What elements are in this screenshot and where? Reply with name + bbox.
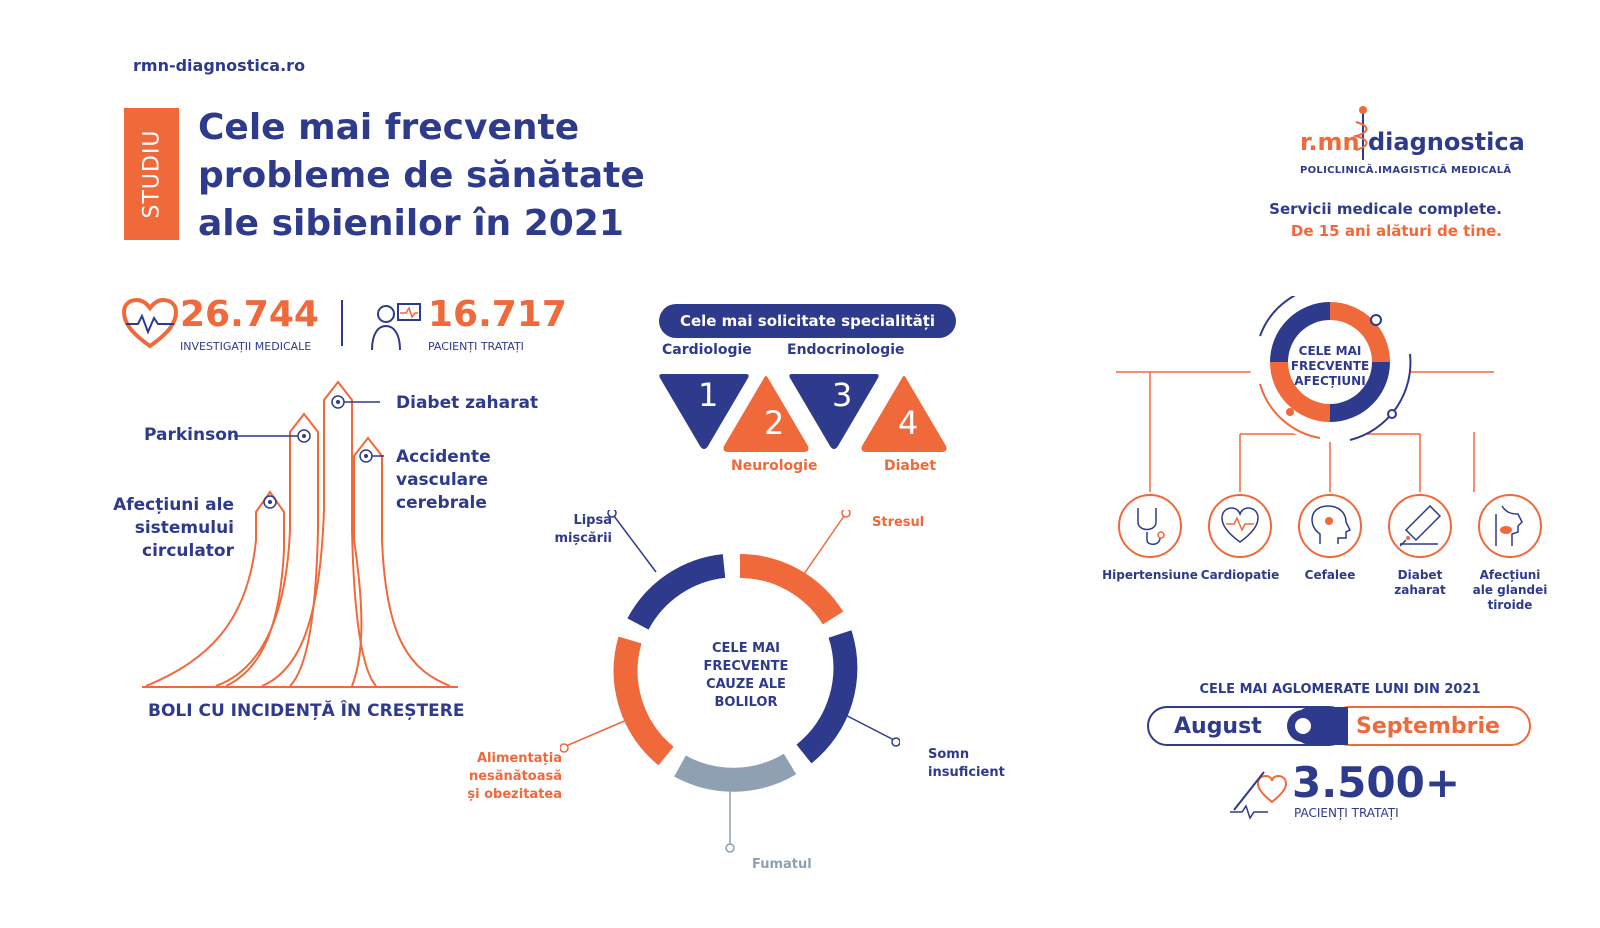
- disease-circulator: Afecțiuni ale sistemului circulator: [113, 495, 234, 561]
- stats-divider: [341, 300, 343, 346]
- condition-cardiopatie: Cardiopatie: [1200, 568, 1280, 582]
- head-icon: [1296, 492, 1364, 560]
- stethoscope-icon: [1116, 492, 1184, 560]
- specialty-label-3: Endocrinologie: [787, 342, 905, 358]
- page-title: [198, 104, 668, 248]
- month-septembrie: Septembrie: [1356, 714, 1500, 739]
- insulin-pen-icon: [1386, 492, 1454, 560]
- scalpel-heart-icon: [1228, 766, 1290, 820]
- cause-lipsa-miscarii: Lipsa mișcării: [554, 513, 612, 546]
- specialty-label-2: Neurologie: [731, 458, 818, 474]
- stat-patients-value: 16.717: [428, 294, 567, 335]
- busy-months-value: 3.500+: [1292, 758, 1461, 807]
- disease-avc: Accidente vasculare cerebrale: [396, 447, 491, 513]
- busy-months-title: CELE MAI AGLOMERATE LUNI DIN 2021: [1199, 682, 1481, 697]
- site-url[interactable]: rmn-diagnostica.ro: [133, 56, 306, 75]
- rank-3: 3: [832, 376, 853, 414]
- cause-alimentatia: Alimentația nesănătoasă și obezitatea: [467, 751, 562, 802]
- title-line-3: ale sibienilor în 2021: [198, 203, 624, 244]
- specialties-title: Cele mai solicitate specialități: [659, 304, 956, 338]
- study-tag-label: STUDIU: [139, 129, 164, 219]
- busy-months-label: PACIENȚI TRATAȚI: [1294, 806, 1399, 820]
- thyroid-icon: [1476, 492, 1544, 560]
- slogan-line-1: Servicii medicale complete.: [1269, 200, 1502, 218]
- slogan-line-2: De 15 ani alături de tine.: [1290, 222, 1502, 240]
- doctor-icon: [368, 300, 424, 352]
- condition-cefalee: Cefalee: [1304, 568, 1356, 582]
- causes-center-label: CELE MAI FRECVENTE CAUZE ALE BOLILOR: [703, 641, 789, 710]
- logo-rmn: r.mn: [1300, 128, 1360, 156]
- logo-subtitle: POLICLINICĂ.IMAGISTICĂ MEDICALĂ: [1300, 165, 1512, 176]
- conditions-center-label: CELE MAI FRECVENTE AFECȚIUNI: [1290, 344, 1370, 388]
- disease-diabet: Diabet zaharat: [396, 393, 539, 413]
- specialty-label-1: Cardiologie: [662, 342, 752, 358]
- disease-parkinson: Parkinson: [144, 425, 239, 445]
- stat-investigations-label: INVESTIGAȚII MEDICALE: [180, 340, 312, 353]
- month-august: August: [1174, 714, 1262, 739]
- title-line-1: Cele mai frecvente: [198, 107, 580, 148]
- condition-hipertensiune: Hipertensiune: [1102, 568, 1198, 582]
- heartbeat-icon: [122, 298, 178, 350]
- condition-diabet: Diabet zaharat: [1394, 568, 1446, 597]
- rising-diseases-title: BOLI CU INCIDENȚĂ ÎN CREȘTERE: [148, 701, 465, 721]
- specialty-label-4: Diabet: [884, 458, 937, 474]
- cause-somn: Somn insuficient: [928, 747, 1005, 780]
- rank-2: 2: [764, 404, 785, 442]
- logo-diagnostica: diagnostica: [1368, 128, 1525, 156]
- condition-tiroida: Afecțiuni ale glandei tiroide: [1472, 568, 1548, 612]
- cause-stres: Stresul: [872, 515, 925, 530]
- rank-4: 4: [898, 404, 919, 442]
- cause-fumat: Fumatul: [752, 857, 812, 872]
- heart-icon: [1206, 492, 1274, 560]
- study-tag: [124, 108, 179, 240]
- rank-1: 1: [698, 376, 719, 414]
- stat-patients-label: PACIENȚI TRATAȚI: [428, 340, 524, 353]
- title-line-2: probleme de sănătate: [198, 155, 645, 196]
- stat-investigations-value: 26.744: [180, 294, 319, 335]
